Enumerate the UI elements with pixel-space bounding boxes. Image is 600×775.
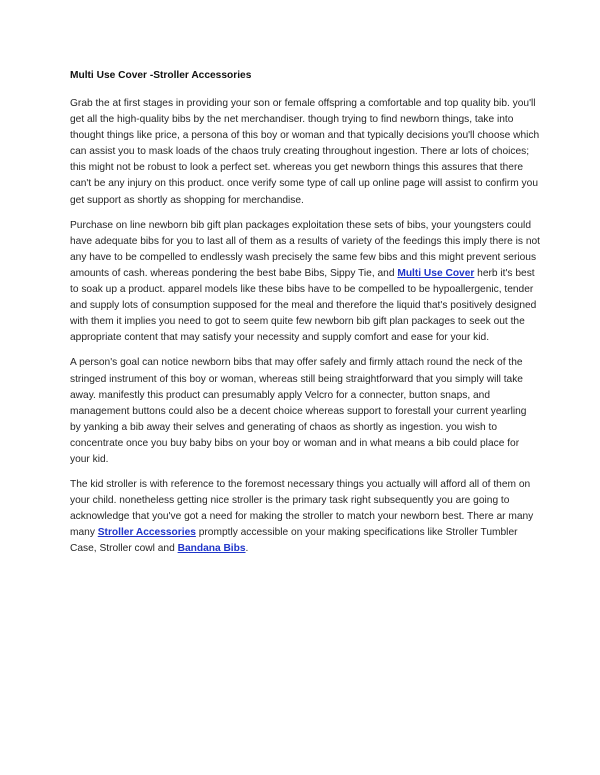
paragraph-3 [70, 355, 540, 468]
bandana-bibs-link[interactable]: Bandana Bibs [177, 543, 246, 555]
paragraph-2 [70, 218, 540, 347]
document-title: Multi Use Cover -Stroller Accessories [70, 70, 252, 81]
paragraph-4-text-after: . [245, 543, 249, 555]
stroller-accessories-link[interactable]: Stroller Accessories [97, 527, 196, 539]
paragraph-3-text: A person's goal can notice newborn bibs that may offer safely and firmly attach round the neck of the stringed instrument of this boy or woman, whereas still being straightforward that you simply will take away. manifestly this product can presumably apply Velcro for a connecter, button snaps, and management buttons could also be a decent choice whereas support to forestall your current yearling by yanking a bib away their selves and generating of chaos as shortly as ingestion. you wish to concentrate once you buy baby bibs on your boy or woman and in what means a bib could place for your kid. [70, 357, 527, 465]
paragraph-1 [70, 96, 540, 209]
paragraph-2-text-before: Purchase on line newborn bib gift plan packages exploitation these sets of bibs, your youngsters could have adequate bibs for you to last all of them as a results of variety of the feedings this imply there is not any have to be compelled to endlessly wash precisely the same few bibs and this might prevent serious amounts of cash. whereas pondering the best babe Bibs, Sippy Tie, and [70, 219, 541, 279]
paragraph-4-text-middle: promptly accessible on your making specifications like Stroller Tumbler Case, Stroller cowl and [70, 527, 518, 555]
multi-use-cover-link[interactable]: Multi Use Cover [397, 267, 475, 279]
paragraph-4 [70, 477, 540, 557]
paragraph-2-text-after: herb it's best to soak up a product. apparel models like these bibs have to be compelled to be hypoallergenic, tender and supply lots of consumption supposed for the meal and therefore the liquid that's positively designed with them it implies you need to got to seem quite few newborn bib gift plan packages to seek out the appropriate content that may satisfy your necessity and supply comfort and ease for your kid. [70, 267, 537, 344]
paragraph-1-text: Grab the at first stages in providing your son or female offspring a comfortable and top quality bib. you'll get all the high-quality bibs by the net merchandiser. though trying to find newborn things, take into thought things like price, a persona of this boy or woman and that typically decisions you'll choose which can assist you to mask loads of the chaos truly creating throughout ingestion. There ar lots of choices; this might not be robust to look a perfect set. whereas you get newborn things this assures that there can't be any injury on this product. once verify some type of call up online page will assist to confirm you get support as shortly as shopping for merchandise. [70, 98, 540, 206]
paragraph-4-text-before: The kid stroller is with reference to the foremost necessary things you actually will afford all of them on your child. nonetheless getting nice stroller is the primary task right subsequently you are going to acknowledge that you've got a need for making the stroller to match your newborn best. There ar many many [70, 479, 534, 539]
document-body [70, 69, 540, 567]
